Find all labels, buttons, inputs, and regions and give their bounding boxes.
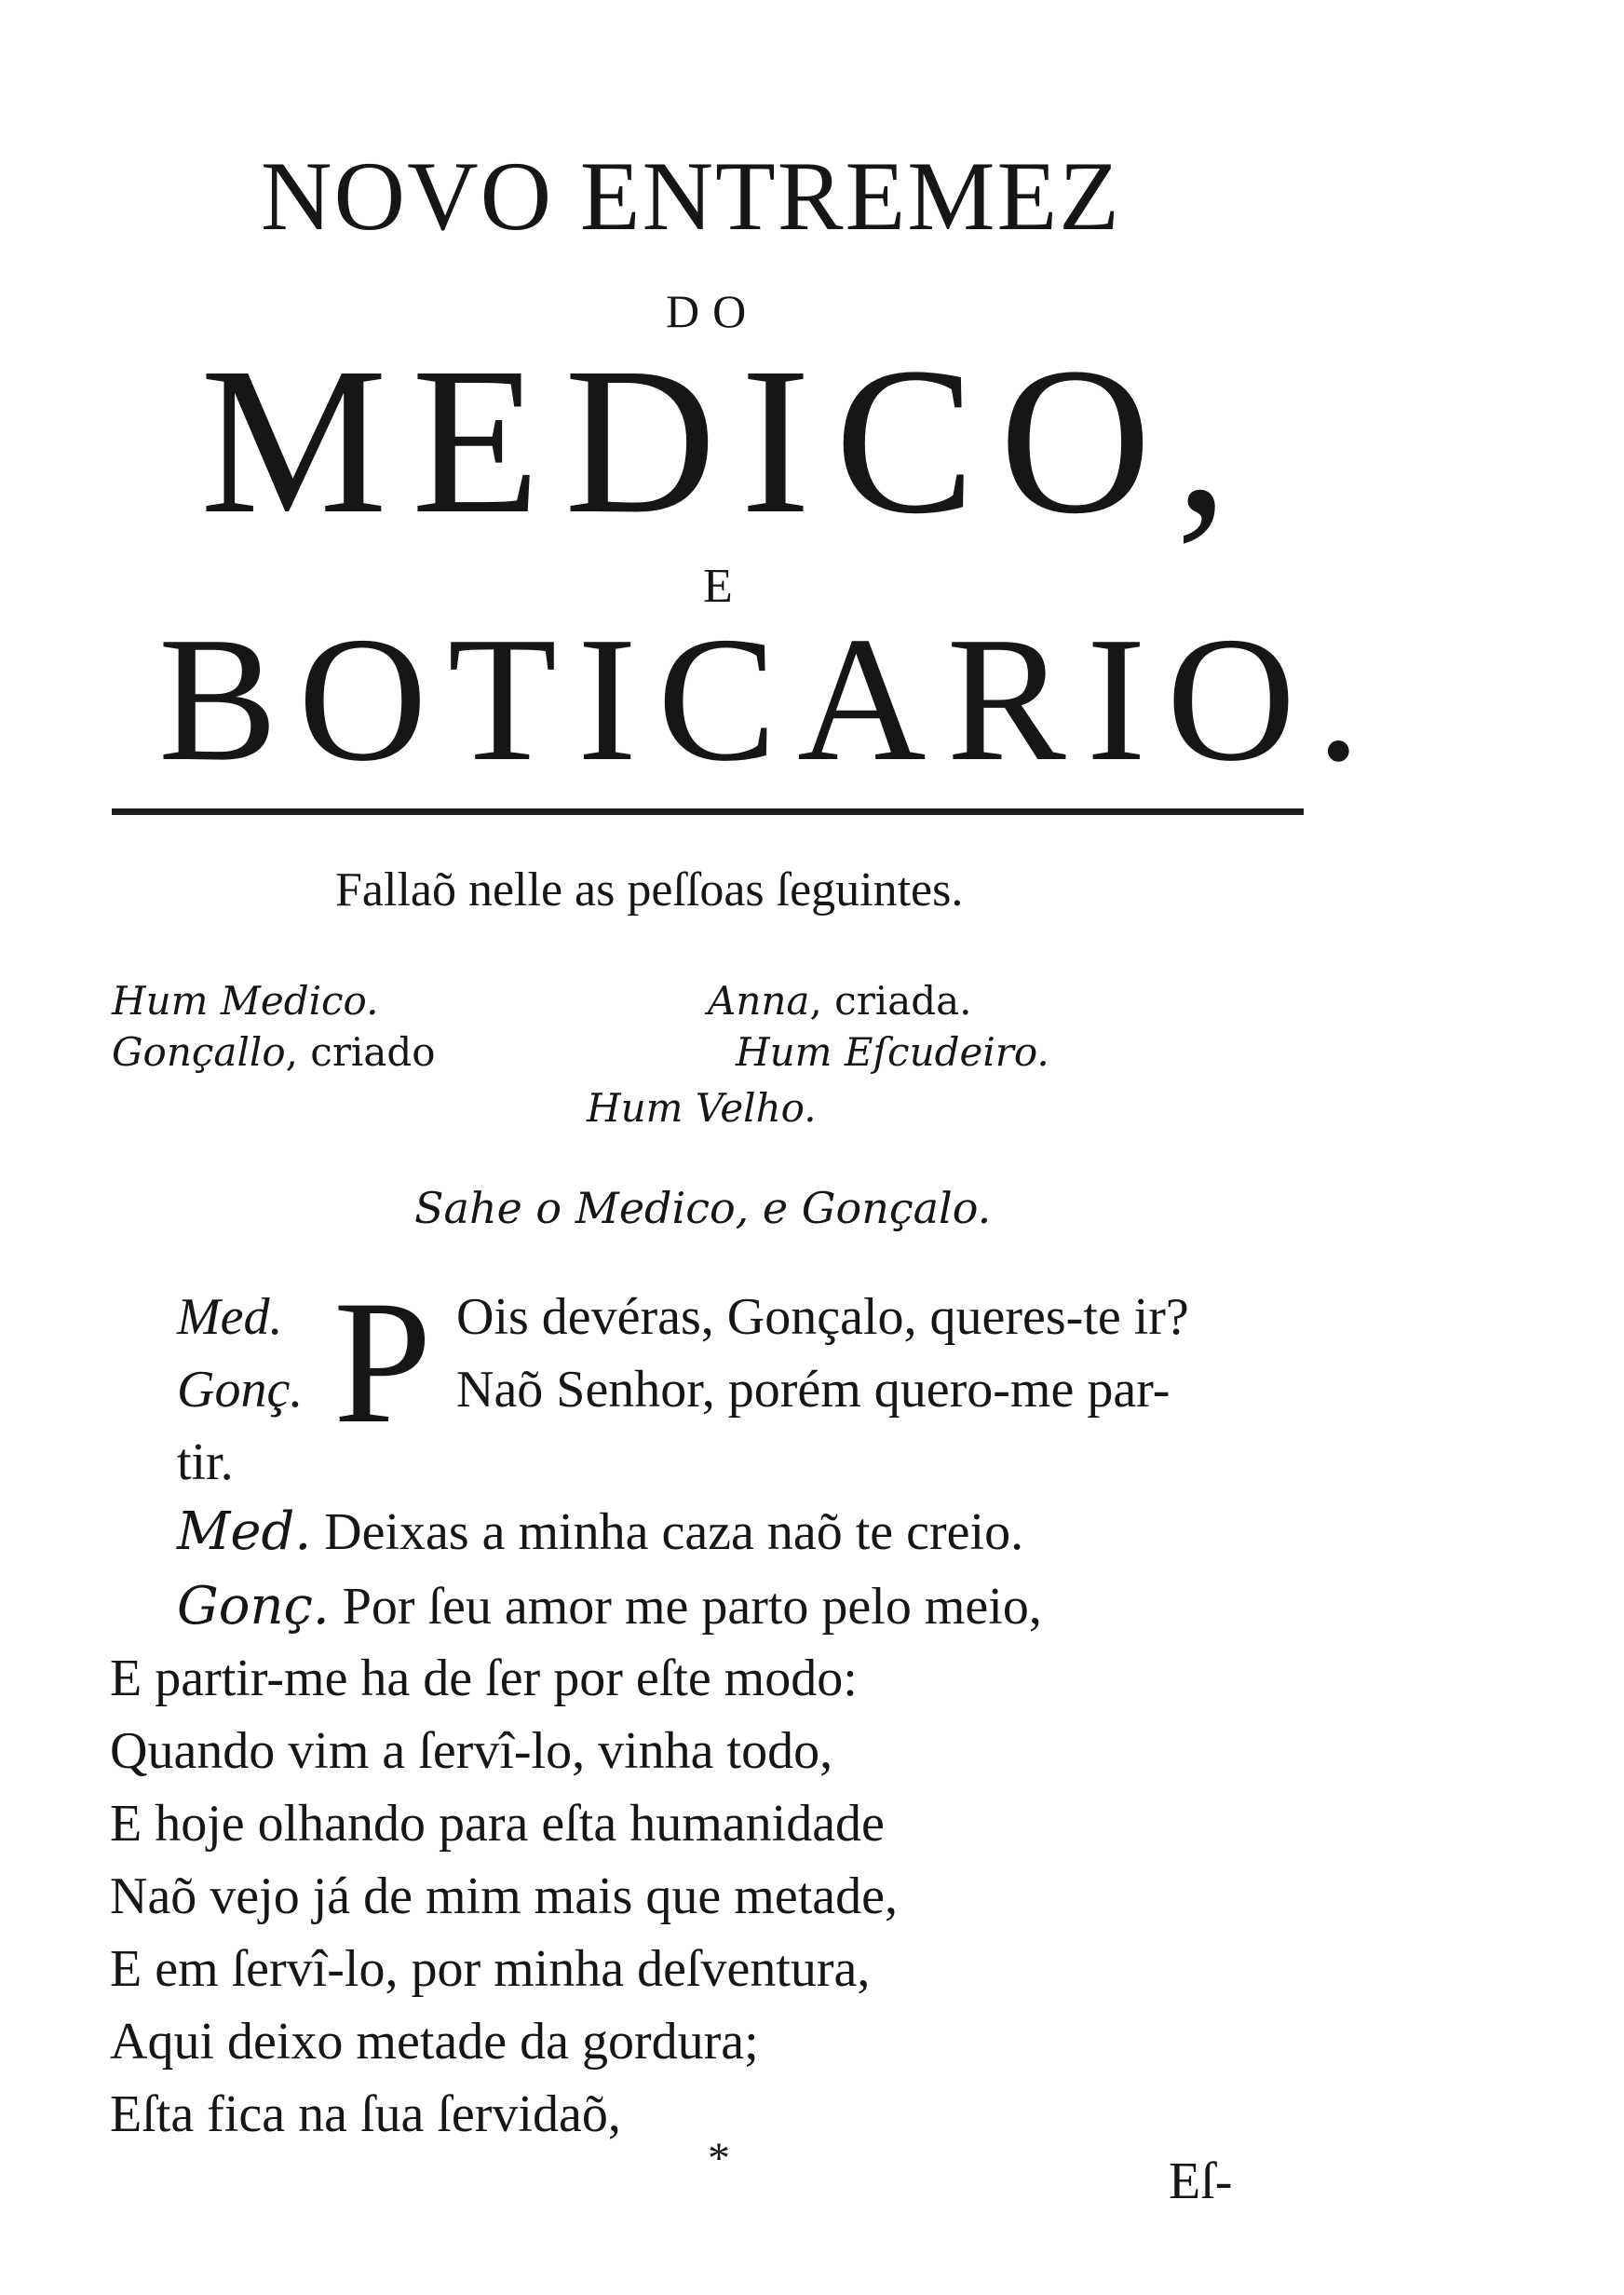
- verse-line: E em ſervî-lo, por minha deſventura,: [110, 1940, 871, 1998]
- dialogue-text: Por ſeu amor me parto pelo meio,: [342, 1578, 1042, 1636]
- title-do: DO: [666, 285, 760, 337]
- cast-entry: [112, 978, 378, 1024]
- persons-heading: Fallaõ nelle as peſſoas ſeguintes.: [335, 863, 964, 917]
- signature-mark: *: [708, 2134, 730, 2183]
- verse-line: E partir-me ha de ſer por eſte modo:: [110, 1650, 858, 1707]
- verse-line: Quando vim a ſervî-lo, vinha todo,: [110, 1722, 833, 1780]
- title-line-1: NOVO ENTREMEZ: [261, 142, 1121, 251]
- title-line-3: BOTICARIO.: [158, 600, 1382, 798]
- catchword: Eſ-: [1169, 2152, 1233, 2210]
- cast-entry: [587, 1085, 817, 1131]
- verse-line: Eſta fica na ſua ſervidaõ,: [110, 2085, 621, 2143]
- speaker-label: Gonç.: [177, 1361, 304, 1419]
- speaker-label: Med.: [177, 1501, 312, 1562]
- verse-line: E hoje olhando para eſta humanidade: [110, 1795, 885, 1853]
- cast-entry: [112, 1029, 436, 1075]
- speaker-label: Med.: [177, 1288, 283, 1346]
- dialogue-line: [177, 1501, 1023, 1562]
- cast-name: Hum Medico.: [112, 978, 379, 1024]
- cast-name: Anna: [708, 978, 810, 1024]
- title-rule: [112, 808, 1304, 815]
- cast-role: , criada.: [809, 978, 972, 1024]
- cast-name: Hum Eſcudeiro.: [736, 1029, 1049, 1075]
- dialogue-line: Naõ Senhor, porém quero-me par-: [456, 1361, 1171, 1419]
- drop-cap: P: [333, 1265, 432, 1460]
- dialogue-line: Ois devéras, Gonçalo, queres-te ir?: [456, 1288, 1189, 1346]
- verse-line: Aqui deixo metade da gordura;: [110, 2013, 759, 2071]
- cast-role: , criado: [285, 1029, 436, 1075]
- dialogue-text: Deixas a minha caza naõ te creio.: [324, 1503, 1024, 1561]
- scene-direction: Sahe o Medico, e Gonçalo.: [414, 1183, 992, 1233]
- dialogue-line: [177, 1576, 1042, 1636]
- dialogue-line: tir.: [177, 1433, 234, 1491]
- cast-entry: [708, 978, 972, 1024]
- cast-name: Hum Velho.: [587, 1085, 817, 1131]
- cast-entry: [736, 1029, 1049, 1075]
- cast-name: Gonçallo: [112, 1029, 286, 1075]
- title-e: E: [703, 560, 733, 613]
- verse-line: Naõ vejo já de mim mais que metade,: [110, 1867, 898, 1925]
- speaker-label: Gonç.: [177, 1576, 330, 1636]
- title-line-2: MEDICO,: [200, 324, 1252, 557]
